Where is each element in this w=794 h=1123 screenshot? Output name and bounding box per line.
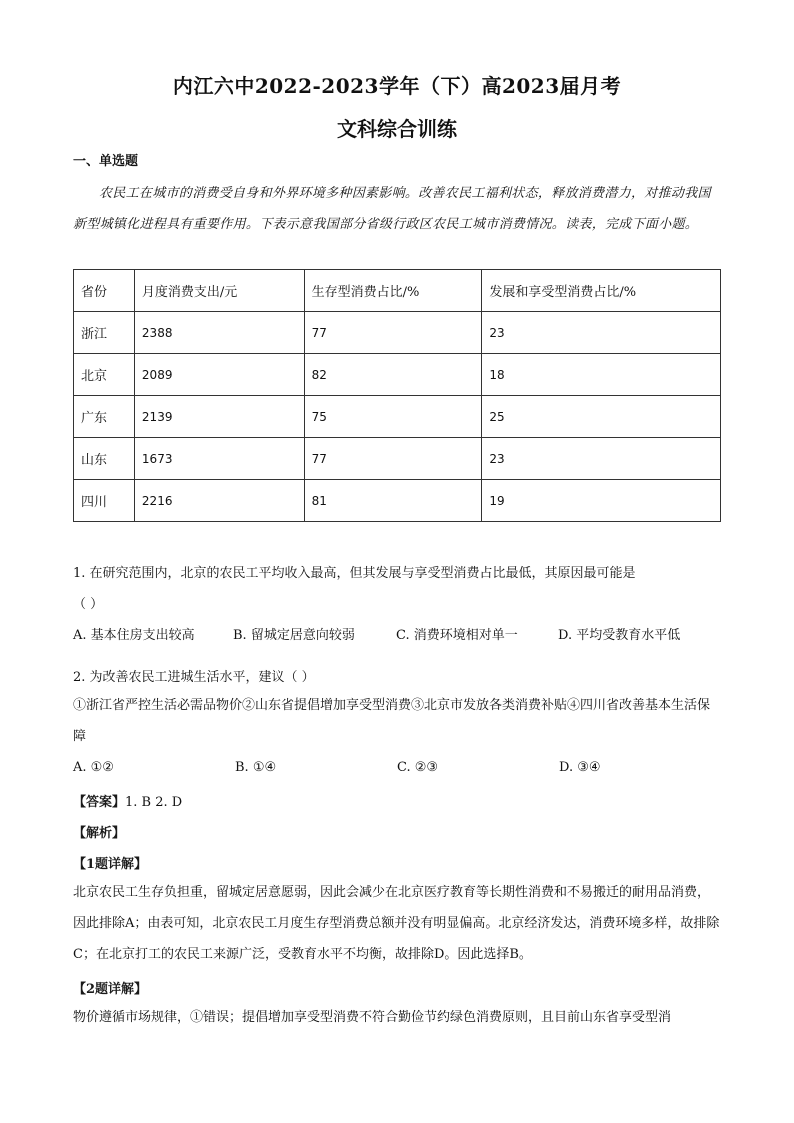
consumption-table bbox=[73, 269, 721, 522]
question-2-items: ①浙江省严控生活必需品物价②山东省提倡增加享受型消费③北京市发放各类消费补贴④四川省改善基本生活保障 bbox=[73, 698, 711, 744]
page-subtitle: 文科综合训练 bbox=[337, 117, 457, 141]
table-cell: 2139 bbox=[134, 396, 304, 438]
table-cell: 23 bbox=[482, 438, 721, 480]
table-cell: 77 bbox=[304, 312, 482, 354]
intro-paragraph: 农民工在城市的消费受自身和外界环境多种因素影响。改善农民工福利状态，释放消费潜力，对推动我国新型城镇化进程具有重要作用。下表示意我国部分省级行政区农民工城市消费情况。读表，完成下面小题。 bbox=[73, 186, 711, 232]
section-heading: 一、单选题 bbox=[73, 154, 139, 169]
table-row bbox=[74, 480, 721, 522]
table-cell: 2388 bbox=[134, 312, 304, 354]
question-1-stem: 1. 在研究范围内，北京的农民工平均收入最高，但其发展与享受型消费占比最低，其原因最可能是 bbox=[73, 566, 636, 581]
detail-1-label: 【1题详解】 bbox=[73, 857, 148, 872]
option-c: C. ②③ bbox=[397, 760, 439, 775]
answer-line bbox=[73, 791, 182, 810]
table-cell: 四川 bbox=[74, 480, 135, 522]
answer-text: 1. B 2. D bbox=[125, 795, 183, 810]
analysis-label: 【解析】 bbox=[73, 826, 126, 841]
detail-1-text: 北京农民工生存负担重，留城定居意愿弱，因此会减少在北京医疗教育等长期性消费和不易搬迁的耐用品消费，因此排除A；由表可知，北京农民工月度生存型消费总额并没有明显偏高。北京经济发达，消费环境多样，故排除C；在北京打工的农民工来源广泛，受教育水平不均衡，故排除D。因此选择B。 bbox=[73, 885, 720, 962]
table-cell: 浙江 bbox=[74, 312, 135, 354]
table-cell: 广东 bbox=[74, 396, 135, 438]
option-d: D. 平均受教育水平低 bbox=[558, 628, 681, 643]
table-cell: 1673 bbox=[134, 438, 304, 480]
table-cell: 北京 bbox=[74, 354, 135, 396]
table-cell: 25 bbox=[482, 396, 721, 438]
table-row bbox=[74, 396, 721, 438]
table-cell: 2089 bbox=[134, 354, 304, 396]
page-title: 内江六中2022-2023学年（下）高2023届月考 bbox=[172, 74, 622, 98]
table-cell: 19 bbox=[482, 480, 721, 522]
option-a: A. ①② bbox=[73, 760, 114, 775]
table-cell: 81 bbox=[304, 480, 482, 522]
table-row bbox=[74, 354, 721, 396]
detail-2-text: 物价遵循市场规律，①错误；提倡增加享受型消费不符合勤俭节约绿色消费原则，且目前山东省享受型消 bbox=[73, 1010, 672, 1025]
question-1-options bbox=[73, 624, 733, 643]
table-cell: 77 bbox=[304, 438, 482, 480]
table-row bbox=[74, 312, 721, 354]
table-header-cell: 月度消费支出/元 bbox=[134, 270, 304, 312]
option-c: C. 消费环境相对单一 bbox=[396, 628, 518, 643]
question-1-paren: （ ） bbox=[73, 597, 104, 612]
question-2-options bbox=[73, 760, 733, 775]
table-header-row bbox=[74, 270, 721, 312]
table-header-cell: 发展和享受型消费占比/% bbox=[482, 270, 721, 312]
table-cell: 18 bbox=[482, 354, 721, 396]
table-header-cell: 省份 bbox=[74, 270, 135, 312]
table-cell: 2216 bbox=[134, 480, 304, 522]
option-a: A. 基本住房支出较高 bbox=[73, 628, 195, 643]
option-b: B. 留城定居意向较弱 bbox=[233, 628, 355, 643]
question-2-stem: 2. 为改善农民工进城生活水平，建议（ ） bbox=[73, 670, 315, 685]
table-row bbox=[74, 438, 721, 480]
option-b: B. ①④ bbox=[235, 760, 277, 775]
table-cell: 82 bbox=[304, 354, 482, 396]
table-cell: 75 bbox=[304, 396, 482, 438]
option-d: D. ③④ bbox=[559, 760, 601, 775]
answer-label: 【答案】 bbox=[73, 795, 126, 810]
table-header-cell: 生存型消费占比/% bbox=[304, 270, 482, 312]
table-cell: 山东 bbox=[74, 438, 135, 480]
detail-2-label: 【2题详解】 bbox=[73, 982, 148, 997]
table-cell: 23 bbox=[482, 312, 721, 354]
